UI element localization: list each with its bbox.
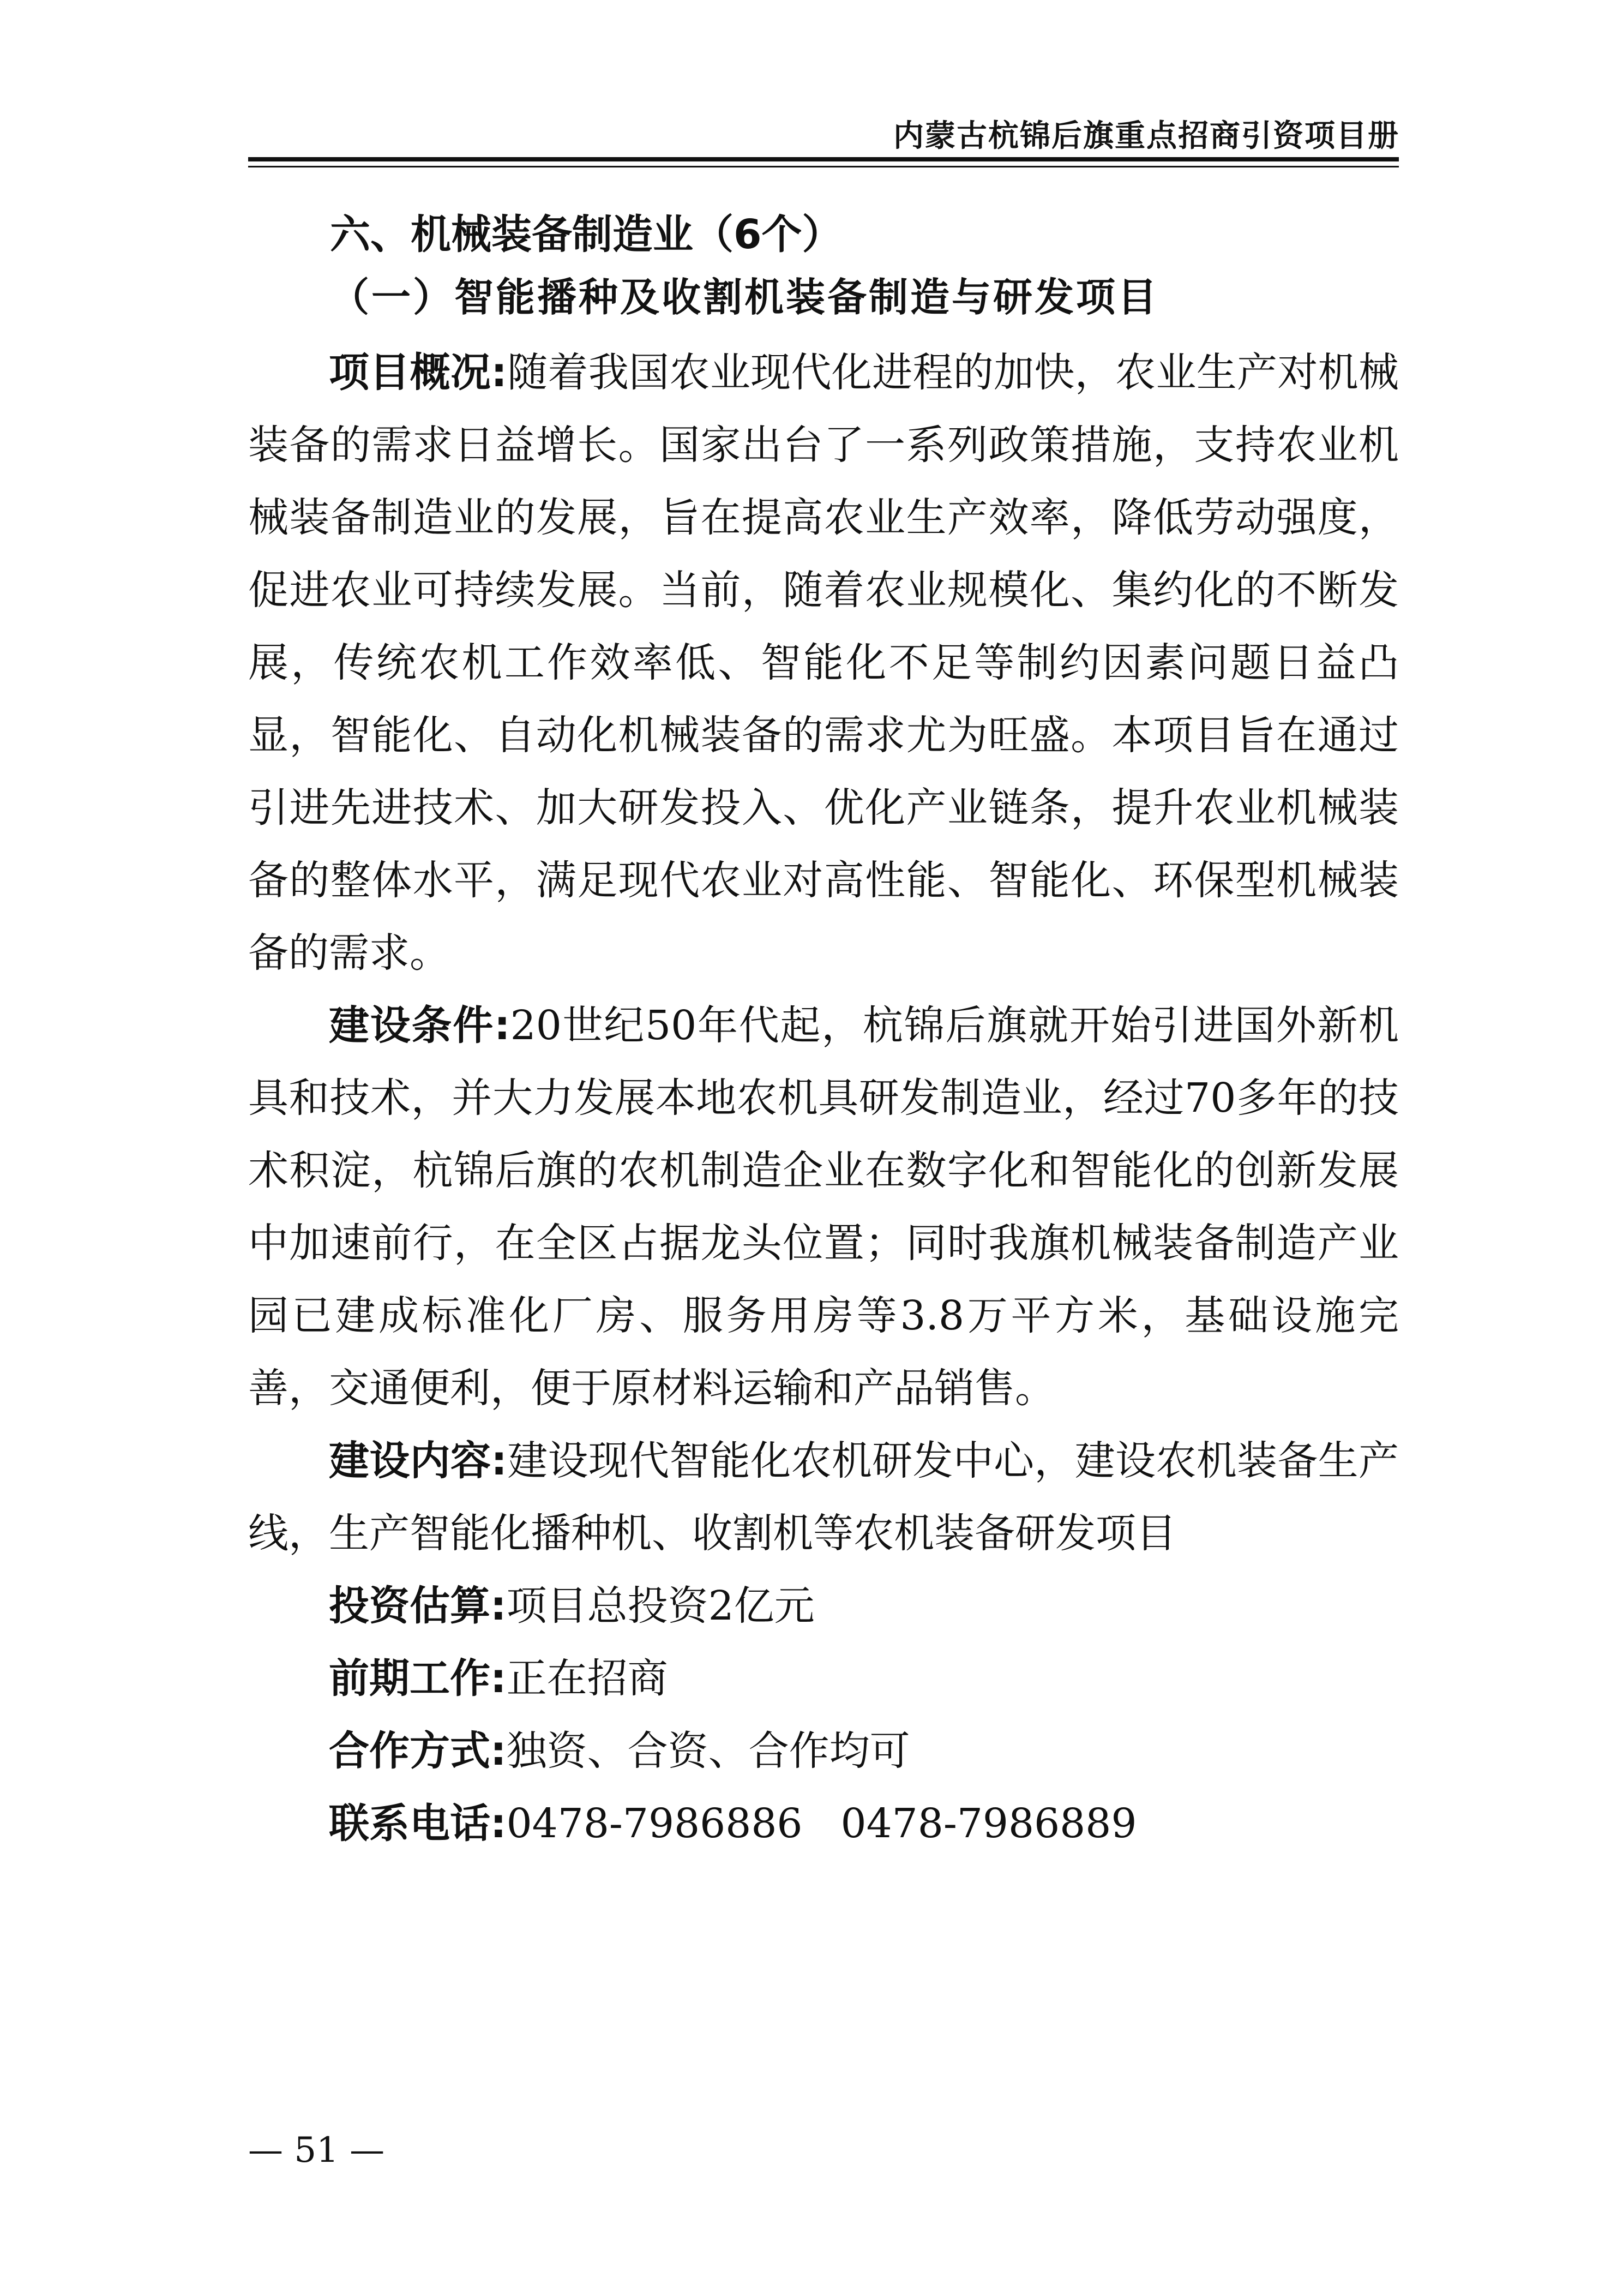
overview-label: 项目概况: <box>329 349 507 396</box>
page-content <box>248 207 1399 1860</box>
contact-phone-2: 0478-7986889 <box>840 1800 1137 1847</box>
contact-line <box>248 1788 1399 1860</box>
preliminary-work-line <box>248 1642 1399 1715</box>
investment-line <box>248 1570 1399 1642</box>
construction-content-paragraph <box>248 1425 1399 1570</box>
cooperation-label: 合作方式: <box>329 1728 507 1775</box>
running-header-title: 内蒙古杭锦后旗重点招商引资项目册 <box>893 118 1399 154</box>
cooperation-text: 独资、合资、合作均可 <box>506 1728 910 1775</box>
cooperation-line <box>248 1715 1399 1788</box>
project-title: （一）智能播种及收割机装备制造与研发项目 <box>330 274 1159 320</box>
section-title: 六、机械装备制造业（6个） <box>330 211 843 258</box>
conditions-paragraph <box>248 990 1399 1425</box>
overview-paragraph <box>248 337 1399 990</box>
conditions-label: 建设条件: <box>329 1002 510 1049</box>
contact-label: 联系电话: <box>329 1800 507 1847</box>
construction-content-text: 建设现代智能化农机研发中心，建设农机装备生产线，生产智能化播种机、收割机等农机装备研发项目 <box>248 1437 1399 1557</box>
overview-text: 随着我国农业现代化进程的加快，农业生产对机械装备的需求日益增长。国家出台了一系列政策措施，支持农业机械装备制造业的发展，旨在提高农业生产效率，降低劳动强度，促进农业可持续发展。当前，随着农业规模化、集约化的不断发展，传统农机工作效率低、智能化不足等制约因素问题日益凸显，智能化、自动化机械装备的需求尤为旺盛。本项目旨在通过引进先进技术、加大研发投入、优化产业链条，提升农业机械装备的整体水平，满足现代农业对高性能、智能化、环保型机械装备的需求。 <box>248 349 1399 976</box>
investment-label: 投资估算: <box>329 1582 507 1629</box>
page-number: — 51 — <box>248 2130 385 2171</box>
contact-phone-1: 0478-7986886 <box>506 1800 803 1847</box>
header-rule-thin <box>248 166 1399 167</box>
conditions-text: 20世纪50年代起，杭锦后旗就开始引进国外新机具和技术，并大力发展本地农机具研发制造业，经过70多年的技术积淀，杭锦后旗的农机制造企业在数字化和智能化的创新发展中加速前行，在全区占据龙头位置；同时我旗机械装备制造产业园已建成标准化厂房、服务用房等3.8万平方米，基础设施完善，交通便利，便于原材料运输和产品销售。 <box>248 1002 1399 1412</box>
header-rule-thick <box>248 157 1399 161</box>
preliminary-work-text: 正在招商 <box>506 1655 668 1702</box>
preliminary-work-label: 前期工作: <box>329 1655 507 1702</box>
investment-text: 项目总投资2亿元 <box>506 1582 815 1629</box>
construction-content-label: 建设内容: <box>329 1437 507 1484</box>
